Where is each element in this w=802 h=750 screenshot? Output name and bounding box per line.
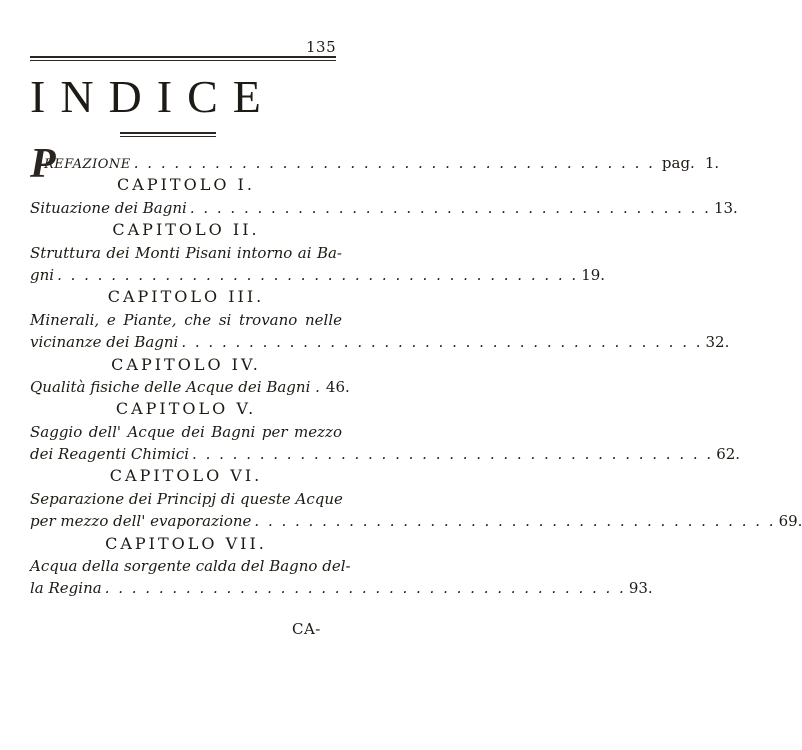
entry-page-number: 1. (704, 154, 720, 172)
chapter-heading: CAPITOLO VII. (105, 533, 267, 553)
index-entry (30, 488, 342, 510)
dropcap-letter: P (30, 141, 56, 187)
entry-page-number: 32. (705, 333, 730, 352)
chapter-heading: CAPITOLO II. (112, 220, 260, 240)
catchword: CA- (292, 620, 321, 638)
index-entry (30, 152, 720, 174)
page-title: INDICE (30, 71, 276, 122)
entry-title: Acqua della sorgente calda del Bagno del- (30, 557, 351, 576)
index-entry (30, 421, 342, 443)
dot-leader: . . . . . . . . . . . . . . . . . . . . . . . . . . . . . . . . . . . . . . . (57, 265, 579, 284)
index-entry (30, 309, 342, 331)
entry-page-number: 62. (716, 445, 741, 464)
entry-page-number: 13. (713, 198, 738, 217)
entry-page-number: 46. (325, 377, 350, 396)
entry-title: Qualità fisiche delle Acque dei Bagni . (30, 377, 320, 396)
entry-title: gni (30, 265, 55, 284)
index-entry (30, 577, 653, 599)
entry-title: Struttura dei Monti Pisani intorno ai Ba- (30, 243, 342, 262)
dot-leader: . . . . . . . . . . . . . . . . . . . . . . . . . . . . . . . . . . . . . . . (189, 198, 711, 217)
entry-page-number: 19. (581, 265, 606, 284)
index-entry (30, 264, 606, 286)
entry-title: la Regina (30, 579, 102, 598)
dot-leader: . . . . . . . . . . . . . . . . . . . . . . . . . . . . . . . . . . . . . . . (104, 579, 626, 598)
entry-title: Separazione dei Principj di queste Acque (30, 489, 343, 508)
index-entries (30, 141, 802, 600)
entry-page-number: 93. (628, 579, 653, 598)
entry-title: Situazione dei Bagni (30, 198, 187, 217)
entry-title: REFAZIONE (44, 157, 131, 172)
chapter-heading: CAPITOLO I. (117, 175, 255, 195)
entry-title: dei Reagenti Chimici (30, 445, 190, 464)
index-entry (30, 242, 342, 264)
dot-leader: . . . . . . . . . . . . . . . . . . . . . . . . . . . . . . . . . . . . . . . (181, 333, 703, 352)
index-entry (30, 443, 741, 465)
index-entry (30, 510, 802, 532)
entry-title: per mezzo dell' evaporazione (30, 512, 252, 531)
page-prefix: pag. (661, 154, 695, 172)
title-rule (120, 132, 216, 137)
entry-title: Minerali, e Piante, che si trovano nelle (30, 310, 342, 329)
chapter-heading: CAPITOLO IV. (111, 354, 261, 374)
dot-leader: . . . . . . . . . . . . . . . . . . . . . . . . . . . . . . . . . . . . . . . (192, 445, 714, 464)
entry-page-number: 69. (778, 512, 802, 531)
chapter-heading: CAPITOLO VI. (109, 466, 263, 486)
top-rule (30, 56, 336, 61)
index-entry (30, 555, 351, 577)
index-entry (30, 197, 738, 219)
dot-leader: . . . . . . . . . . . . . . . . . . . . . . . . . . . . . . . . . . . . . . . (133, 154, 655, 172)
dot-leader: . . . . . . . . . . . . . . . . . . . . . . . . . . . . . . . . . . . . . . . (254, 512, 776, 531)
page-number: 135 (306, 38, 337, 56)
chapter-heading: CAPITOLO III. (107, 287, 265, 307)
entry-title: vicinanze dei Bagni (30, 333, 179, 352)
index-entry (30, 331, 730, 353)
chapter-heading: CAPITOLO V. (115, 399, 257, 419)
entry-title: Saggio dell' Acque dei Bagni per mezzo (30, 422, 342, 441)
index-entry (30, 376, 350, 398)
